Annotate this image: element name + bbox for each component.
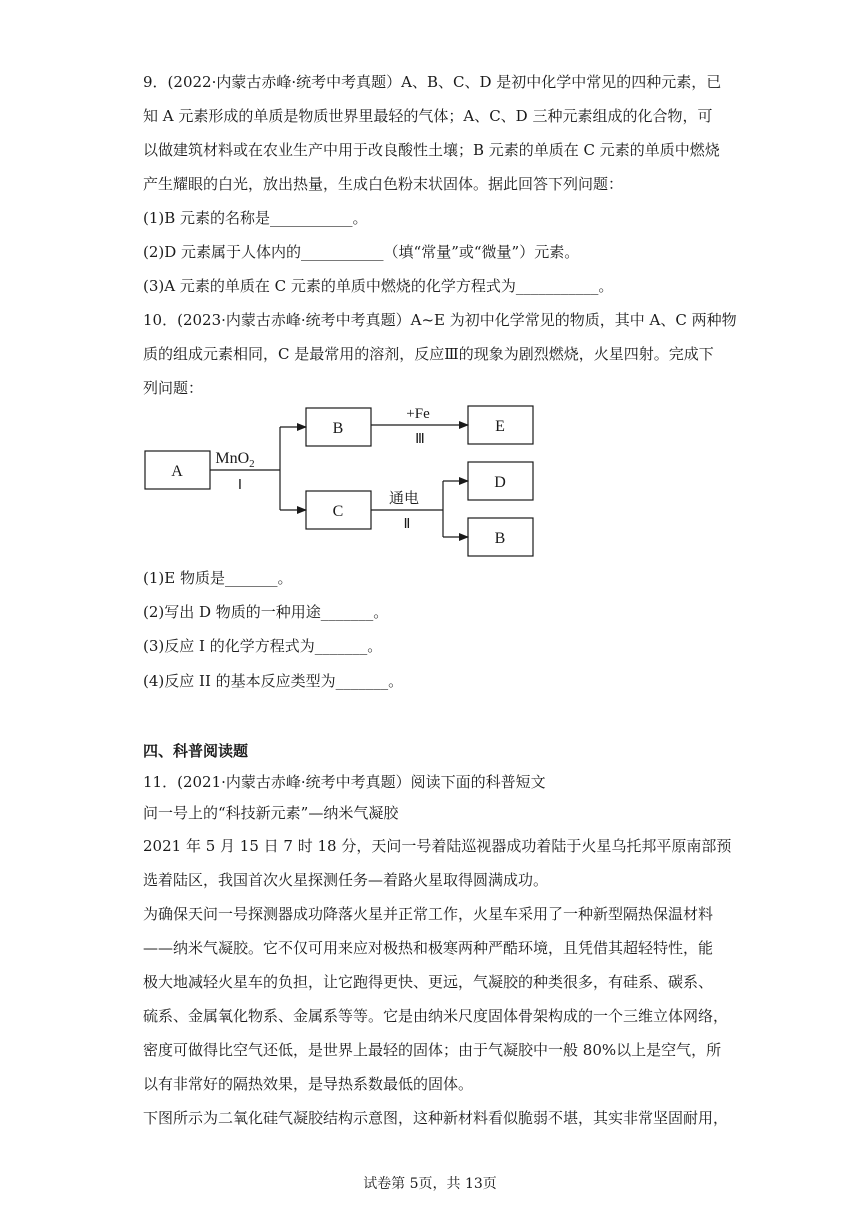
q10-subquestion-3: (3)反应 I 的化学方程式为_______。 xyxy=(143,637,383,655)
q10-subquestion-1: (1)E 物质是_______。 xyxy=(143,569,293,587)
article-line: 极大地减轻火星车的负担，让它跑得更快、更远，气凝胶的种类很多，有硅系、碳系、 xyxy=(143,973,714,991)
q10-line: 列问题： xyxy=(143,379,204,397)
reaction-2-label: Ⅱ xyxy=(403,517,411,532)
label-a: A xyxy=(171,463,183,480)
electrolysis-label: 通电 xyxy=(388,491,420,507)
q9-subquestion-2: (2)D 元素属于人体内的___________（填“常量”或“微量”）元素。 xyxy=(143,243,580,261)
label-b-top: B xyxy=(332,420,344,437)
q10-subquestion-4: (4)反应 II 的基本反应类型为_______。 xyxy=(143,672,404,690)
q9-subquestion-3: (3)A 元素的单质在 C 元素的单质中燃烧的化学方程式为___________。 xyxy=(143,277,614,295)
q9-line: 以做建筑材料或在农业生产中用于改良酸性土壤；B 元素的单质在 C 元素的单质中燃烧 xyxy=(143,141,720,159)
catalyst-label: MnO$_2$ xyxy=(215,450,255,470)
label-c: C xyxy=(332,503,344,520)
article-line: 2021 年 5 月 15 日 7 时 18 分，天问一号着陆巡视器成功着陆于火星乌托邦平原南部预 xyxy=(143,837,732,855)
reaction-flow-diagram xyxy=(140,395,560,565)
label-d: D xyxy=(494,474,506,491)
article-line: ——纳米气凝胶。它不仅可用来应对极热和极寒两种严酷环境，且凭借其超轻特性，能 xyxy=(143,939,714,957)
reaction-1-label: Ⅰ xyxy=(237,478,243,493)
article-line: 为确保天问一号探测器成功降落火星并正常工作，火星车采用了一种新型隔热保温材料 xyxy=(143,905,714,923)
q10-subquestion-2: (2)写出 D 物质的一种用途_______。 xyxy=(143,603,389,621)
page-footer: 试卷第 5页，共 13页 xyxy=(363,1176,497,1192)
reaction-3-label: Ⅲ xyxy=(415,432,425,447)
reagent-fe-label: +Fe xyxy=(406,406,430,422)
q10-line: 10．(2023·内蒙古赤峰·统考中考真题）A~E 为初中化学常见的物质，其中 A、C 两种物 xyxy=(143,311,737,329)
label-b-bottom: B xyxy=(494,530,506,547)
section-heading: 四、科普阅读题 xyxy=(143,742,249,760)
article-line: 密度可做得比空气还低，是世界上最轻的固体；由于气凝胶中一般 80%以上是空气，所 xyxy=(143,1041,722,1059)
q9-subquestion-1: (1)B 元素的名称是___________。 xyxy=(143,209,368,227)
article-line: 选着陆区，我国首次火星探测任务—着路火星取得圆满成功。 xyxy=(143,871,549,889)
q9-line: 产生耀眼的白光，放出热量，生成白色粉末状固体。据此回答下列问题： xyxy=(143,175,624,193)
label-e: E xyxy=(495,418,505,435)
q9-line: 9．(2022·内蒙古赤峰·统考中考真题）A、B、C、D 是初中化学中常见的四种元素，已 xyxy=(143,73,722,91)
q9-line: 知 A 元素形成的单质是物质世界里最轻的气体；A、C、D 三种元素组成的化合物，可 xyxy=(143,107,713,125)
article-line: 硫系、金属氧化物系、金属系等等。它是由纳米尺度固体骨架构成的一个三维立体网络， xyxy=(143,1007,729,1025)
article-title: 问一号上的“科技新元素”—纳米气凝胶 xyxy=(143,804,399,822)
q10-line: 质的组成元素相同，C 是最常用的溶剂，反应Ⅲ的现象为剧烈燃烧，火星四射。完成下 xyxy=(143,345,714,363)
article-line: 下图所示为二氧化硅气凝胶结构示意图，这种新材料看似脆弱不堪，其实非常坚固耐用， xyxy=(143,1109,729,1127)
article-line: 以有非常好的隔热效果，是导热系数最低的固体。 xyxy=(143,1075,474,1093)
q11-title: 11．(2021·内蒙古赤峰·统考中考真题）阅读下面的科普短文 xyxy=(143,773,546,791)
